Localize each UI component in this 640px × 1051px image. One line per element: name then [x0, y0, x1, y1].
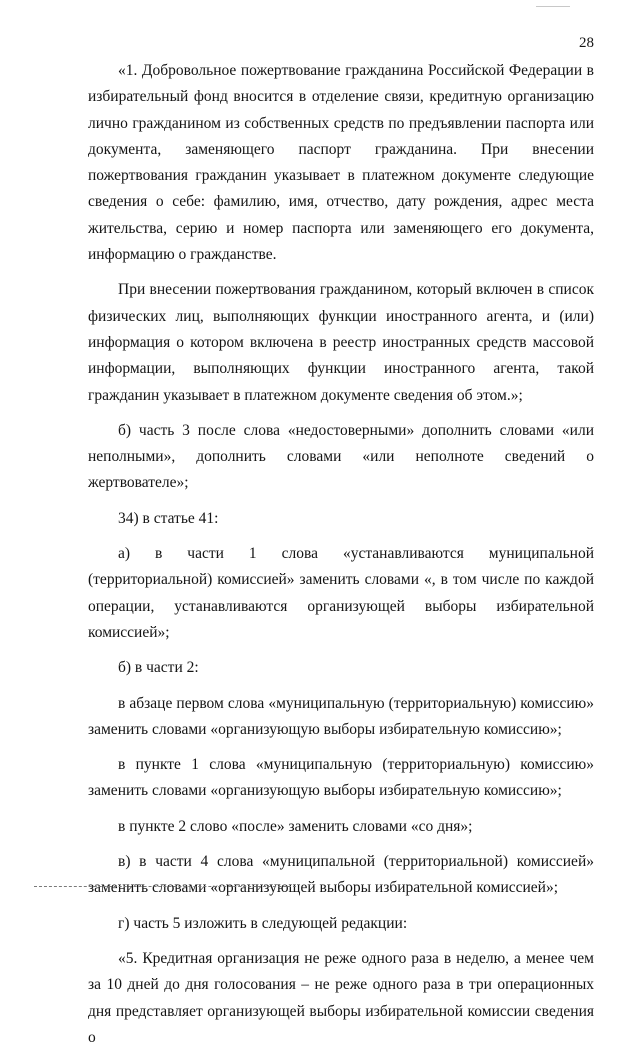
paragraph-part-5-heading: г) часть 5 изложить в следующей редакции:	[118, 914, 408, 932]
paragraph-part-5-text: «5. Кредитная организация не реже одного раза в неделю, а менее чем за 10 дней до дня голосования – не реже одного раза в три операционных дня представляет организующей выборы избирательной комиссии сведения о	[88, 949, 594, 1046]
paragraph-part-4-amendment: в) в части 4 слова «муниципальной (территориальной) комиссией» заменить словами «организующей выборы избирательной комиссией»;	[88, 853, 594, 897]
page-number: 28	[579, 35, 594, 51]
paragraph-foreign-agent: При внесении пожертвования гражданином, который включен в список физических лиц, выполняющих функции иностранного агента, и (или) информация о котором включена в реестр иностранных средств массовой информации, выполняющих функции иностранного агента, такой гражданин указывает в платежном документе сведения об этом.»;	[88, 281, 594, 404]
scan-mark	[536, 6, 570, 7]
paragraph-part-1-amendment: а) в части 1 слова «устанавливаются муниципальной (территориальной) комиссией» заменить словами «, в том числе по каждой операции, устанавливаются организующей выборы избирательной комиссией»;	[88, 545, 594, 641]
paragraph-part-3-amendment: б) часть 3 после слова «недостоверными» дополнить словами «или неполными», дополнить словами «или неполноте сведений о жертвователе»;	[88, 421, 594, 492]
paragraph-article-41-heading: 34) в статье 41:	[118, 509, 219, 527]
bottom-rule	[34, 886, 296, 887]
paragraph-point-1: в пункте 1 слова «муниципальную (территориальную) комиссию» заменить словами «организующую выборы избирательную комиссию»;	[88, 756, 594, 800]
paragraph-part-2-heading: б) в части 2:	[118, 659, 199, 677]
document-body	[88, 58, 594, 1051]
paragraph-point-2: в пункте 2 слово «после» заменить словами «со дня»;	[118, 817, 473, 835]
paragraph-first-subparagraph: в абзаце первом слова «муниципальную (территориальную) комиссию» заменить словами «организующую выборы избирательную комиссию»;	[88, 694, 594, 738]
paragraph-donation-rules: «1. Добровольное пожертвование гражданина Российской Федерации в избирательный фонд вносится в отделение связи, кредитную организацию лично гражданином из собственных средств по предъявлении паспорта или документа, заменяющего паспорт гражданина. При внесении пожертвования гражданин указывает в платежном документе следующие сведения о себе: фамилию, имя, отчество, дату рождения, адрес места жительства, серию и номер паспорта или заменяющего его документа, информацию о гражданстве.	[88, 62, 594, 264]
